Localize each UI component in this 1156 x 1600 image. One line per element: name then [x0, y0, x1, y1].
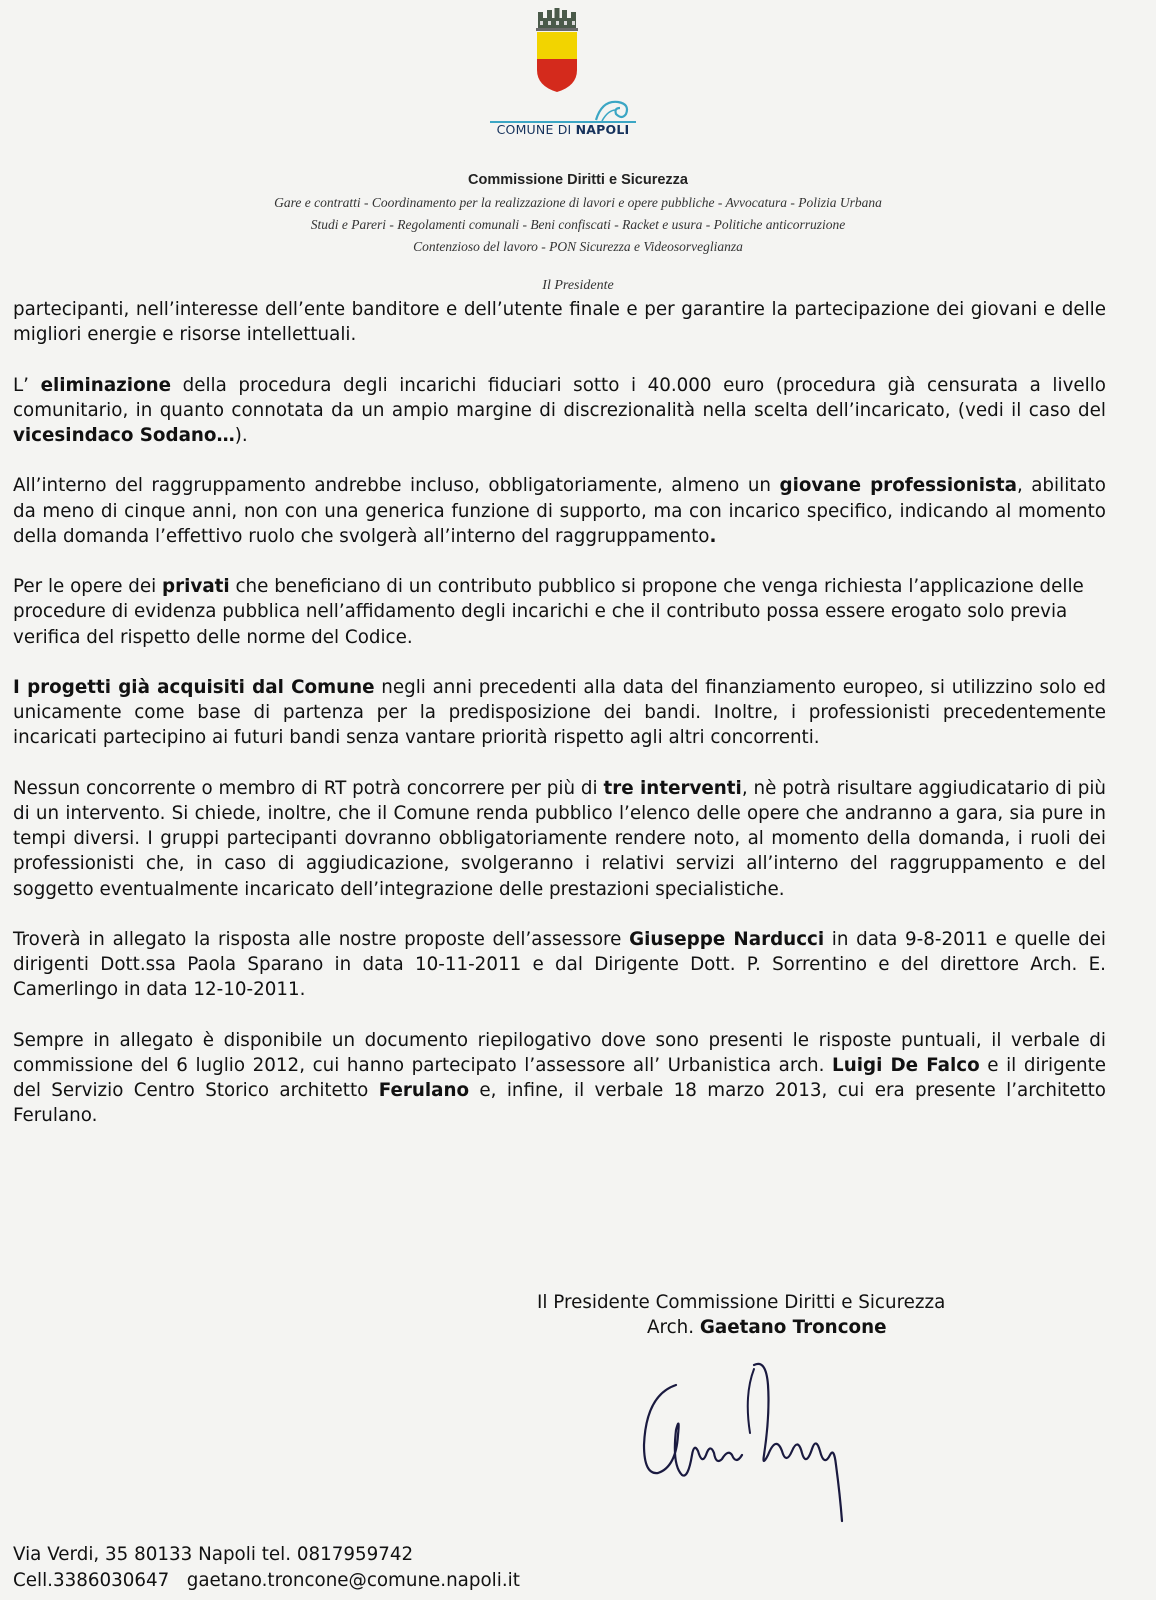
footer-contact [13, 1542, 520, 1594]
text-segment: Sempre in allegato è disponibile un documento riepilogativo dove sono presenti le risposte puntuali, il verbale di commissione del 6 luglio 2012, cui hanno partecipato l’assessore all’ Urbanistica arch. [13, 1029, 1106, 1076]
text-segment: L’ [13, 374, 41, 396]
text-segment: che beneficiano di un contributo pubblico si propone che venga richiesta l’applicazione delle procedure di evidenza pubblica nell’affidamento degli incarichi e che il contributo possa essere erogato solo previa verifica del rispetto delle norme del Codice. [13, 576, 1084, 648]
paragraph [13, 675, 1106, 751]
comune-logo-text [490, 122, 636, 137]
wave-logo-icon [592, 96, 636, 124]
subtitle-line-2: Studi e Pareri - Regolamenti comunali - Beni confiscati - Racket e usura - Politiche anticorruzione [310, 217, 846, 232]
bold-segment: I progetti già acquisiti dal Comune [13, 676, 375, 698]
commission-title: Commissione Diritti e Sicurezza [468, 172, 688, 188]
bold-segment: . [709, 525, 717, 547]
signature-name: Gaetano Troncone [699, 1317, 887, 1339]
text-segment: Troverà in allegato la risposta alle nostre proposte dell’assessore [13, 928, 630, 950]
header-role: Il Presidente [542, 278, 614, 293]
subtitle-line-1: Gare e contratti - Coordinamento per la realizzazione di lavori e opere pubbliche - Avvocatura - Polizia Urbana [274, 195, 882, 210]
paragraph [13, 574, 1106, 650]
text-segment: ). [234, 425, 248, 446]
letter-body [13, 297, 1106, 1129]
signature-prefix: Arch. [647, 1317, 700, 1339]
bold-segment: privati [162, 576, 230, 598]
bold-segment: vicesindaco Sodano… [13, 425, 235, 446]
footer-address: Via Verdi, 35 80133 Napoli tel. 0817959742 [13, 1544, 414, 1565]
paragraph [13, 473, 1106, 549]
signature-name-line [537, 1315, 1017, 1340]
bold-segment: eliminazione [40, 374, 172, 396]
bold-segment: Luigi De Falco [832, 1054, 980, 1076]
handwritten-signature-icon [636, 1355, 856, 1530]
text-segment: All’interno del raggruppamento andrebbe incluso, obbligatoriamente, almeno un [13, 475, 780, 497]
logo-prefix: COMUNE DI [496, 122, 572, 137]
bold-segment: giovane professionista [779, 475, 1017, 497]
text-segment: Per le opere dei [13, 576, 163, 598]
bold-segment: Giuseppe Narducci [629, 928, 825, 950]
text-segment: e il dirigente del Servizio Centro Storico architetto [13, 1054, 1106, 1102]
paragraph [13, 1028, 1106, 1129]
paragraph [13, 927, 1106, 1003]
text-segment: partecipanti, nell’interesse dell’ente banditore e dell’utente finale e per garantire la partecipazione dei giovani e delle migliori energie e risorse intellettuali. [13, 299, 1106, 346]
text-segment: e, infine, il verbale 18 marzo 2013, cui era presente l’architetto Ferulano. [13, 1080, 1106, 1127]
signature-block [537, 1290, 1017, 1340]
signature-title: Il Presidente Commissione Diritti e Sicurezza [537, 1292, 946, 1313]
text-segment: negli anni precedenti alla data del finanziamento europeo, si utilizzino solo ed unicamente come base di partenza per la predisposizione dei bandi. Inoltre, i professionisti precedentemente incaricati partecipino ai futuri bandi senza vantare priorità rispetto agli altri concorrenti. [13, 676, 1107, 749]
text-segment: Nessun concorrente o membro di RT potrà concorrere per più di [13, 777, 604, 799]
bold-segment: tre interventi [603, 777, 742, 799]
text-segment: in data 9-8-2011 e quelle dei dirigenti Dott.ssa Paola Sparano in data 10-11-2011 e dal Dirigente Dott. P. Sorrentino e del direttore Arch. E. Camerlingo in data 12-10-2011. [13, 928, 1106, 1001]
bold-segment: Ferulano [378, 1080, 470, 1102]
paragraph [13, 776, 1106, 902]
subtitle-line-3: Contenzioso del lavoro - PON Sicurezza e Videosorveglianza [413, 239, 743, 254]
text-segment: , nè potrà risultare aggiudicatario di più di un intervento. Si chiede, inoltre, che il Comune renda pubblico l’elenco delle opere che andranno a gara, sia pure in tempi diversi. I gruppi partecipanti dovranno obbligatoriamente rendere noto, al momento della domanda, i ruoli dei professionisti che, in caso di aggiudicazione, svolgeranno i relativi servizi all’interno del raggruppamento e del soggetto eventualmente incaricato dell’integrazione delle prestazioni specialistiche. [13, 777, 1106, 900]
coat-of-arms-icon [532, 4, 582, 94]
text-segment: , abilitato da meno di cinque anni, non con una generica funzione di supporto, ma con incarico specifico, indicando al momento della domanda l’effettivo ruolo che svolgerà all’interno del raggruppamento [13, 475, 1106, 547]
text-segment: della procedura degli incarichi fiduciari sotto i 40.000 euro (procedura già censurata a livello comunitario, in quanto connotata da un ampio margine di discrezionalità nella scelta dell’incaricato, (vedi il caso del [13, 374, 1106, 421]
paragraph [13, 373, 1106, 449]
logo-suffix: NAPOLI [575, 122, 630, 137]
paragraph [13, 297, 1106, 347]
footer-email-phone: Cell.3386030647 gaetano.troncone@comune.napoli.it [13, 1570, 520, 1591]
